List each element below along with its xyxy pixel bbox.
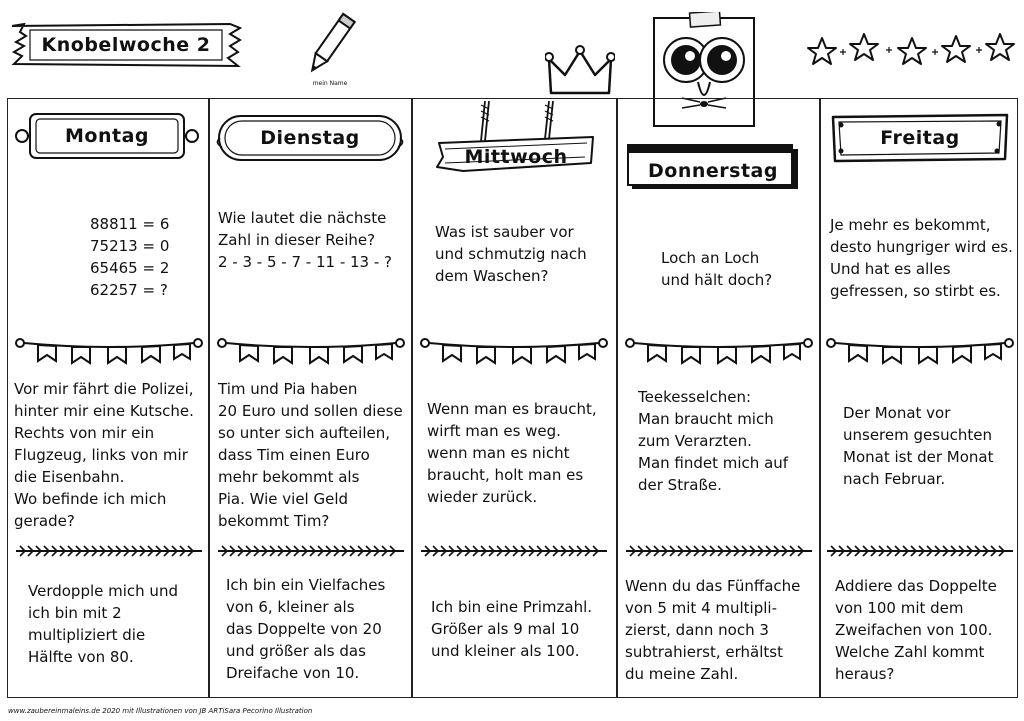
riddle-line: desto hungriger wird es. <box>830 238 1013 256</box>
footer-credit: www.zaubereinmaleins.de 2020 mit Illustrationen von JB ARTiSara Pecorino Illustration <box>8 707 313 715</box>
column-dienstag <box>209 98 412 698</box>
riddle-line: Pia. Wie viel Geld <box>218 490 349 508</box>
day-sign <box>14 111 200 161</box>
riddle-line: Ich bin eine Primzahl. <box>431 598 593 616</box>
riddle-line: mehr bekommt als <box>218 468 360 486</box>
riddle-3 <box>226 574 385 684</box>
day-label: Donnerstag <box>648 160 778 182</box>
riddle-line: Loch an Loch <box>661 249 760 267</box>
riddle-line: bekommt Tim? <box>218 512 330 530</box>
column-freitag <box>820 98 1018 698</box>
riddle-line: Dreifache von 10. <box>226 664 360 682</box>
riddle-line: 20 Euro und sollen diese <box>218 402 403 420</box>
riddle-line: und kleiner als 100. <box>431 642 580 660</box>
riddle-line: zum Verarzten. <box>638 432 752 450</box>
riddle-line: Größer als 9 mal 10 <box>431 620 580 638</box>
riddle-line: Hälfte von 80. <box>28 648 134 666</box>
day-sign <box>626 143 800 191</box>
riddle-3 <box>28 580 178 668</box>
riddle-line: und schmutzig nach <box>435 245 587 263</box>
riddle-line: gefressen, so stirbt es. <box>830 282 1001 300</box>
riddle-1 <box>90 213 169 301</box>
riddle-line: das Doppelte von 20 <box>226 620 382 638</box>
riddle-2 <box>14 378 194 532</box>
riddle-3 <box>431 596 592 662</box>
riddle-line: 62257 = ? <box>90 281 168 299</box>
column-donnerstag <box>617 98 820 698</box>
riddle-line: unserem gesuchten <box>843 426 992 444</box>
day-sign <box>216 113 404 163</box>
day-label: Mittwoch <box>464 146 568 168</box>
riddle-line: und hält doch? <box>661 271 773 289</box>
riddle-line: wieder zurück. <box>427 488 538 506</box>
riddle-line: heraus? <box>835 665 895 683</box>
riddle-2 <box>218 378 403 532</box>
riddle-1 <box>435 221 587 287</box>
riddle-line: Zahl in dieser Reihe? <box>218 231 376 249</box>
name-field[interactable] <box>285 10 375 90</box>
bunting-divider <box>216 337 406 365</box>
riddle-line: du meine Zahl. <box>625 665 739 683</box>
riddle-line: 2 - 3 - 5 - 7 - 11 - 13 - ? <box>218 253 393 271</box>
riddle-line: zierst, dann noch 3 <box>625 621 769 639</box>
riddle-line: Verdopple mich und <box>28 582 178 600</box>
riddle-line: Der Monat vor <box>843 404 951 422</box>
riddle-line: hinter mir eine Kutsche. <box>14 402 194 420</box>
bunting-divider <box>419 337 609 365</box>
riddle-line: wenn man es nicht <box>427 444 570 462</box>
column-montag <box>7 98 209 698</box>
riddle-2 <box>843 402 993 490</box>
riddle-line: Teekesselchen: <box>638 388 752 406</box>
riddle-line: Wenn man es braucht, <box>427 400 597 418</box>
riddle-1 <box>830 214 1013 302</box>
riddle-line: Tim und Pia haben <box>218 380 358 398</box>
title-banner <box>10 22 242 68</box>
riddle-line: Ich bin ein Vielfaches <box>226 576 386 594</box>
herringbone-divider <box>14 544 204 558</box>
riddle-line: Wenn du das Fünffache <box>625 577 801 595</box>
day-label: Montag <box>65 125 149 147</box>
riddle-1 <box>218 207 392 273</box>
crown-icon <box>545 45 615 100</box>
riddle-line: Wie lautet die nächste <box>218 209 387 227</box>
riddle-line: Rechts von mir ein <box>14 424 155 442</box>
riddle-line: so unter sich aufteilen, <box>218 424 390 442</box>
column-mittwoch <box>412 98 617 698</box>
riddle-2 <box>638 386 788 496</box>
name-label: mein Name <box>312 80 348 87</box>
riddle-2 <box>427 398 597 508</box>
riddle-line: von 100 mit dem <box>835 599 964 617</box>
riddle-line: braucht, holt man es <box>427 466 584 484</box>
riddle-line: Flugzeug, links von mir <box>14 446 188 464</box>
riddle-line: dass Tim einen Euro <box>218 446 370 464</box>
page-title: Knobelwoche 2 <box>41 34 211 56</box>
riddle-line: der Straße. <box>638 476 722 494</box>
riddle-line: Je mehr es bekommt, <box>830 216 991 234</box>
riddle-line: Wo befinde ich mich <box>14 490 167 508</box>
herringbone-divider <box>825 544 1015 558</box>
riddle-line: von 6, kleiner als <box>226 598 355 616</box>
stars-decoration <box>806 30 1018 70</box>
riddle-3 <box>625 575 800 685</box>
riddle-line: multipliziert die <box>28 626 146 644</box>
riddle-line: dem Waschen? <box>435 267 549 285</box>
day-label: Freitag <box>880 127 960 149</box>
riddle-line: Man findet mich auf <box>638 454 789 472</box>
herringbone-divider <box>624 544 814 558</box>
riddle-3 <box>835 575 997 685</box>
riddle-line: von 5 mit 4 multipli- <box>625 599 777 617</box>
pencil-icon <box>285 10 375 80</box>
riddle-line: Welche Zahl kommt <box>835 643 985 661</box>
riddle-line: 75213 = 0 <box>90 237 170 255</box>
riddle-line: gerade? <box>14 512 75 530</box>
day-sign <box>433 101 599 177</box>
riddle-line: subtrahierst, erhältst <box>625 643 783 661</box>
herringbone-divider <box>216 544 406 558</box>
day-label: Dienstag <box>260 127 360 149</box>
riddle-line: 88811 = 6 <box>90 215 170 233</box>
riddle-line: Man braucht mich <box>638 410 774 428</box>
riddle-line: 65465 = 2 <box>90 259 170 277</box>
riddle-1 <box>661 247 772 291</box>
riddle-line: und größer als das <box>226 642 366 660</box>
riddle-line: ich bin mit 2 <box>28 604 122 622</box>
riddle-line: wirft man es weg. <box>427 422 561 440</box>
riddle-line: nach Februar. <box>843 470 946 488</box>
riddle-line: Vor mir fährt die Polizei, <box>14 380 194 398</box>
bunting-divider <box>825 337 1015 365</box>
riddle-line: Was ist sauber vor <box>435 223 574 241</box>
riddle-line: Zweifachen von 100. <box>835 621 993 639</box>
riddle-line: die Eisenbahn. <box>14 468 125 486</box>
day-sign <box>829 113 1011 163</box>
bunting-divider <box>14 337 204 365</box>
riddle-line: Und hat es alles <box>830 260 951 278</box>
riddle-line: Monat ist der Monat <box>843 448 994 466</box>
bunting-divider <box>624 337 814 365</box>
riddle-line: Addiere das Doppelte <box>835 577 997 595</box>
herringbone-divider <box>419 544 609 558</box>
